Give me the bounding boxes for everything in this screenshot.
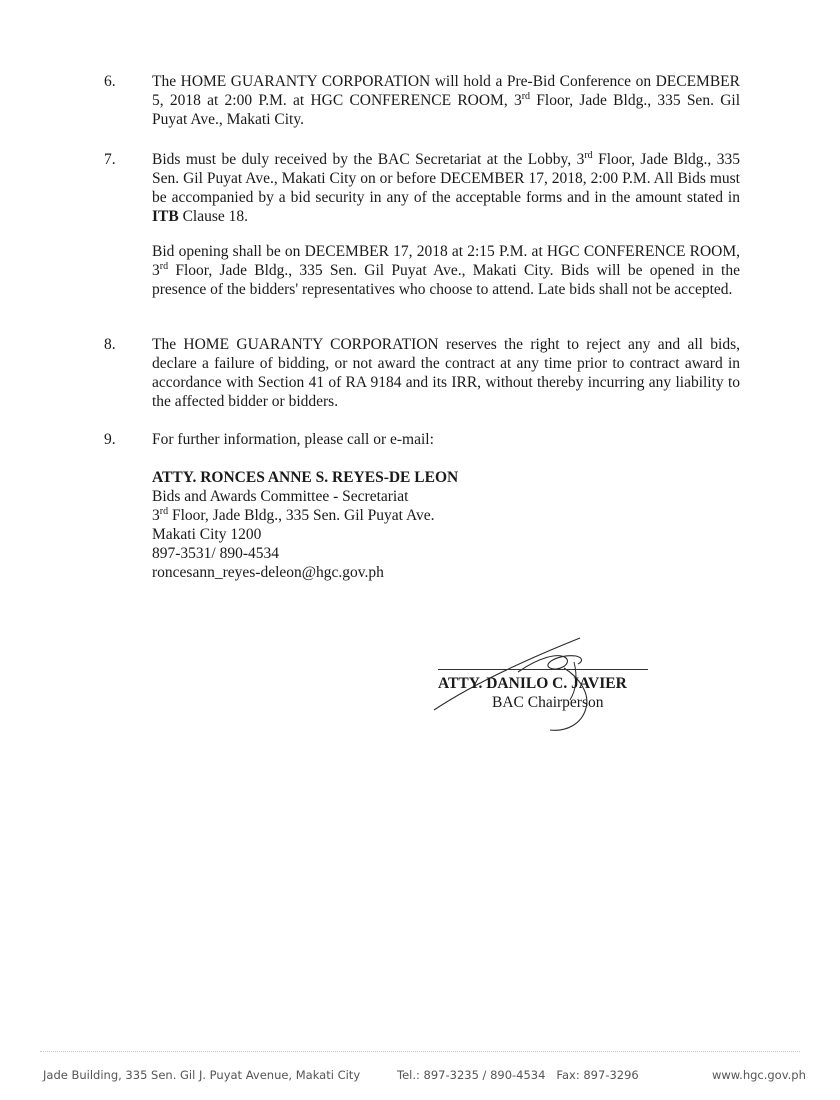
item-text [152, 150, 740, 226]
paragraph: The HOME GUARANTY CORPORATION will hold a Pre-Bid Conference on DECEMBER 5, 2018 at 2:00 P.M. at HGC CONFERENCE ROOM, 3rd Floor, Jade Bldg., 335 Sen. Gil Puyat Ave., Makati City. [152, 73, 740, 128]
item-number: 8. [104, 336, 116, 353]
item-text [152, 72, 740, 129]
item-text [152, 335, 740, 411]
contact-address: 3rd Floor, Jade Bldg., 335 Sen. Gil Puyat Ave. [152, 505, 435, 524]
item-text-2 [152, 242, 740, 299]
footer-divider [40, 1051, 800, 1052]
footer-contact-numbers: Tel.: 897-3235 / 890-4534 Fax: 897-3296 [397, 1068, 639, 1082]
paragraph: The HOME GUARANTY CORPORATION reserves the right to reject any and all bids, declare a failure of bidding, or not award the contract at any time prior to contract award in accordance with Section 41 of RA 9184 and its IRR, without thereby incurring any liability to the affected bidder or bidders. [152, 336, 740, 410]
paragraph: Bid opening shall be on DECEMBER 17, 2018 at 2:15 P.M. at HGC CONFERENCE ROOM, 3rd Floor, Jade Bldg., 335 Sen. Gil Puyat Ave., Makati City. Bids will be opened in the presence of the bidders' representatives who choose to attend. Late bids shall not be accepted. [152, 243, 740, 298]
contact-name: ATTY. RONCES ANNE S. REYES-DE LEON [152, 469, 459, 486]
contact-city: Makati City 1200 [152, 526, 262, 543]
signatory-title: BAC Chairperson [492, 694, 604, 711]
item-number: 7. [104, 151, 116, 168]
signatory-name: ATTY. DANILO C. JAVIER [438, 675, 627, 692]
contact-email[interactable]: roncesann_reyes-deleon@hgc.gov.ph [152, 564, 384, 581]
signatory-block [438, 674, 658, 712]
contact-role: Bids and Awards Committee - Secretariat [152, 488, 409, 505]
item-number: 6. [104, 73, 116, 90]
signature-line [438, 669, 648, 670]
footer-website-link[interactable]: www.hgc.gov.ph [712, 1068, 806, 1082]
paragraph: Bids must be duly received by the BAC Secretariat at the Lobby, 3rd Floor, Jade Bldg., 335 Sen. Gil Puyat Ave., Makati City on or before DECEMBER 17, 2018, 2:00 P.M. All Bids must be accompanied by a bid security in any of the acceptable forms and in the amount stated in ITB Clause 18. [152, 149, 740, 225]
contact-phones: 897-3531/ 890-4534 [152, 545, 280, 562]
item-number: 9. [104, 431, 116, 448]
paragraph: For further information, please call or e-mail: [152, 431, 434, 448]
contact-block [152, 468, 458, 582]
item-text [152, 430, 740, 449]
footer-address: Jade Building, 335 Sen. Gil J. Puyat Avenue, Makati City [43, 1068, 361, 1082]
